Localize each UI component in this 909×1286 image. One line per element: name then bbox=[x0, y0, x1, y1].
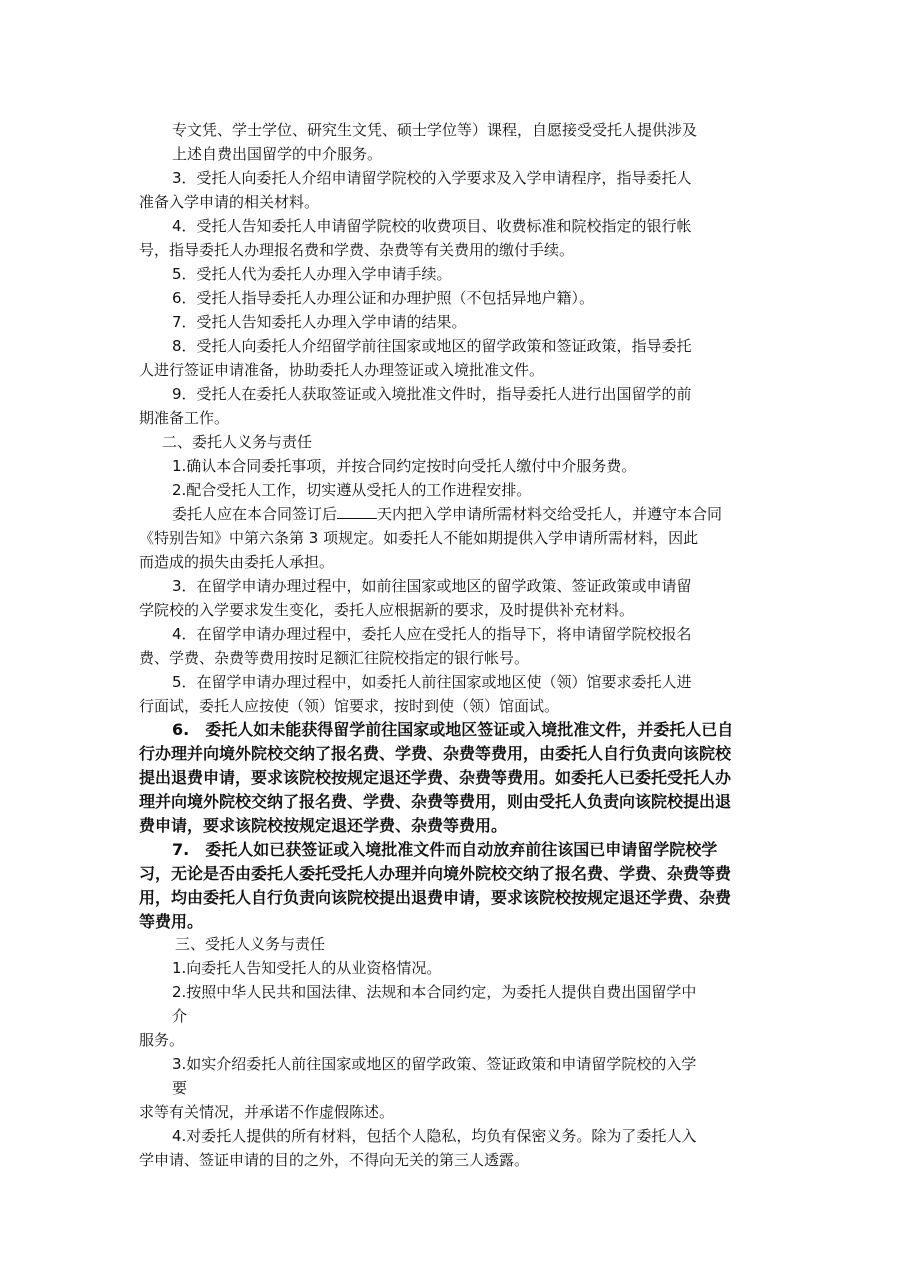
text-line: 期准备工作。 bbox=[139, 409, 230, 427]
section-heading: 三、受托人义务与责任 bbox=[175, 935, 326, 953]
bold-text-line: 提出退费申请，要求该院校按规定退还学费、杂费等费用。如委托人已委托受托人办 bbox=[139, 768, 732, 787]
text-line: 4.对委托人提供的所有材料，包括个人隐私，均负有保密义务。除为了委托人入 bbox=[172, 1127, 697, 1145]
text-line: 3.如实介绍委托人前往国家或地区的留学政策、签证政策和申请留学院校的入学 bbox=[172, 1055, 697, 1073]
bold-text-line: 习，无论是否由委托人委托受托人办理并向境外院校交纳了报名费、学费、杂费等费 bbox=[139, 864, 732, 883]
text-line: 行面试，委托人应按使（领）馆要求，按时到使（领）馆面试。 bbox=[139, 697, 560, 715]
text-line: 5．受托人代为委托人办理入学申请手续。 bbox=[172, 265, 452, 283]
text-line: 而造成的损失由委托人承担。 bbox=[139, 553, 335, 571]
bold-text-line: 行办理并向境外院校交纳了报名费、学费、杂费等费用，由委托人自行负责向该院校 bbox=[139, 744, 732, 763]
text-line: 介 bbox=[172, 1007, 188, 1025]
text-line: 2.按照中华人民共和国法律、法规和本合同约定，为委托人提供自费出国留学中 bbox=[172, 983, 697, 1001]
bold-text-line: 7. 委托人如已获签证或入境批准文件而自动放弃前往该国已申请留学院校学 bbox=[172, 840, 718, 859]
section-heading: 二、委托人义务与责任 bbox=[162, 433, 313, 451]
text-line: 5．在留学申请办理过程中，如委托人前往国家或地区使（领）馆要求委托人进 bbox=[172, 673, 692, 691]
text-line: 6．受托人指导委托人办理公证和办理护照（不包括异地户籍）。 bbox=[172, 289, 595, 307]
text-line: 《特别告知》中第六条第 3 项规定。如委托人不能如期提供入学申请所需材料，因此 bbox=[139, 529, 699, 547]
text-line: 要 bbox=[172, 1079, 188, 1097]
text-line bbox=[172, 504, 722, 524]
text-line: 上述自费出国留学的中介服务。 bbox=[172, 145, 383, 163]
text-line: 7．受托人告知委托人办理入学申请的结果。 bbox=[172, 313, 467, 331]
text-line: 4．在留学申请办理过程中，委托人应在受托人的指导下，将申请留学院校报名 bbox=[172, 625, 692, 643]
bold-text-line: 费申请，要求该院校按规定退还学费、杂费等费用。 bbox=[139, 816, 508, 835]
text-line: 费、学费、杂费等费用按时足额汇往院校指定的银行帐号。 bbox=[139, 649, 530, 667]
text-line: 3．在留学申请办理过程中，如前往国家或地区的留学政策、签证政策或申请留 bbox=[172, 577, 692, 595]
bold-text-line: 理并向境外院校交纳了报名费、学费、杂费等费用，则由受托人负责向该院校提出退 bbox=[139, 792, 732, 811]
bold-text-line: 用，均由委托人自行负责向该院校提出退费申请，要求该院校按规定退还学费、杂费 bbox=[139, 888, 732, 907]
text-line: 准备入学申请的相关材料。 bbox=[139, 193, 320, 211]
text-segment: 委托人应在本合同签订后 bbox=[172, 505, 338, 523]
text-line: 4．受托人告知委托人申请留学院校的收费项目、收费标准和院校指定的银行帐 bbox=[172, 217, 692, 235]
bold-text-line: 6. 委托人如未能获得留学前往国家或地区签证或入境批准文件，并委托人已自 bbox=[172, 720, 734, 739]
text-line: 1.确认本合同委托事项，并按合同约定按时向受托人缴付中介服务费。 bbox=[172, 457, 637, 475]
text-line: 学申请、签证申请的目的之外，不得向无关的第三人透露。 bbox=[139, 1151, 530, 1169]
text-segment: 天内把入学申请所需材料交给受托人，并遵守本合同 bbox=[377, 505, 723, 523]
text-line: 人进行签证申请准备，协助委托人办理签证或入境批准文件。 bbox=[139, 361, 545, 379]
fill-in-blank bbox=[337, 504, 377, 519]
text-line: 求等有关情况，并承诺不作虚假陈述。 bbox=[139, 1103, 395, 1121]
text-line: 8．受托人向委托人介绍留学前往国家或地区的留学政策和签证政策，指导委托 bbox=[172, 337, 692, 355]
text-line: 1.向委托人告知受托人的从业资格情况。 bbox=[172, 959, 442, 977]
text-line: 学院校的入学要求发生变化，委托人应根据新的要求，及时提供补充材料。 bbox=[139, 601, 635, 619]
text-line: 专文凭、学士学位、研究生文凭、硕士学位等）课程，自愿接受受托人提供涉及 bbox=[172, 121, 698, 139]
bold-text-line: 等费用。 bbox=[139, 912, 204, 931]
text-line: 2.配合受托人工作，切实遵从受托人的工作进程安排。 bbox=[172, 481, 532, 499]
text-line: 3．受托人向委托人介绍申请留学院校的入学要求及入学申请程序，指导委托人 bbox=[172, 169, 692, 187]
text-line: 9．受托人在委托人获取签证或入境批准文件时，指导委托人进行出国留学的前 bbox=[172, 385, 692, 403]
text-line: 服务。 bbox=[139, 1031, 185, 1049]
text-line: 号，指导委托人办理报名费和学费、杂费等有关费用的缴付手续。 bbox=[139, 241, 575, 259]
